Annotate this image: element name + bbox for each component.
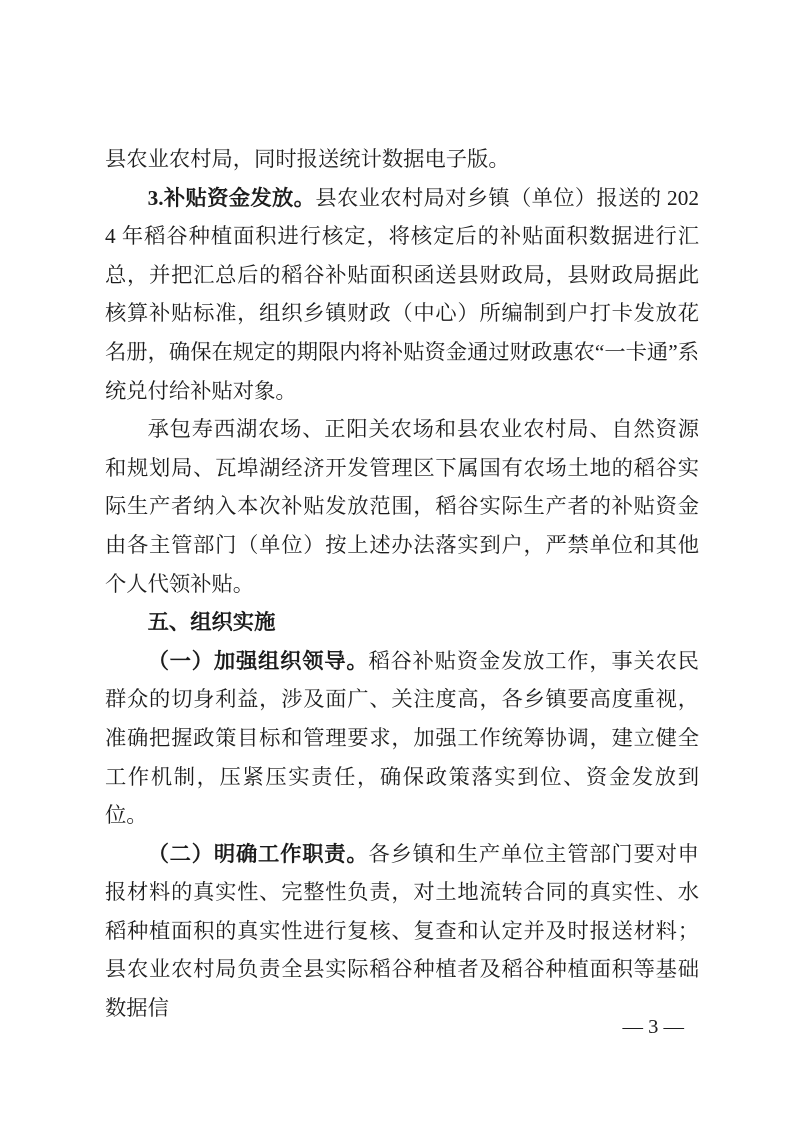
paragraph-lead-bold-text: 五、组织实施 — [147, 610, 276, 635]
document-body — [105, 140, 699, 1028]
paragraph-lead-bold-text: （一）加强组织领导。 — [147, 648, 369, 673]
paragraph — [105, 410, 699, 603]
paragraph — [105, 179, 699, 411]
paragraph-body-text: 县农业农村局对乡镇（单位）报送的 2024 年稻谷种植面积进行核定，将核定后的补贴面积数据进行汇总，并把汇总后的稻谷补贴面积函送县财政局，县财政局据此核算补贴标准，组织乡镇财政（中心）所编制到户打卡发放花名册，确保在规定的期限内将补贴资金通过财政惠农“一卡通”系统兑付给补贴对象。 — [105, 185, 699, 403]
page-number: — 3 — — [622, 1016, 684, 1038]
paragraph-body-text: 县农业农村局，同时报送统计数据电子版。 — [105, 147, 510, 171]
paragraph — [105, 642, 699, 835]
paragraph-body-text: 稻谷补贴资金发放工作，事关农民群众的切身利益，涉及面广、关注度高，各乡镇要高度重视，准确把握政策目标和管理要求，加强工作统筹协调，建立健全工作机制，压紧压实责任，确保政策落实到位、资金发放到位。 — [105, 648, 699, 828]
paragraph-lead-bold-text: （二）明确工作职责。 — [147, 841, 369, 866]
paragraph-lead-bold-text: 3.补贴资金发放。 — [147, 185, 316, 210]
paragraph-body-text: 各乡镇和生产单位主管部门要对申报材料的真实性、完整性负责，对土地流转合同的真实性、水稻种植面积的真实性进行复核、复查和认定并及时报送材料；县农业农村局负责全县实际稻谷种植者及稻谷种植面积等基础数据信 — [105, 841, 699, 1021]
section-heading — [105, 603, 699, 642]
paragraph — [105, 835, 699, 1028]
paragraph-body-text: 承包寿西湖农场、正阳关农场和县农业农村局、自然资源和规划局、瓦埠湖经济开发管理区下属国有农场土地的稻谷实际生产者纳入本次补贴发放范围，稻谷实际生产者的补贴资金由各主管部门（单位）按上述办法落实到户，严禁单位和其他个人代领补贴。 — [105, 417, 699, 596]
paragraph — [105, 140, 699, 179]
